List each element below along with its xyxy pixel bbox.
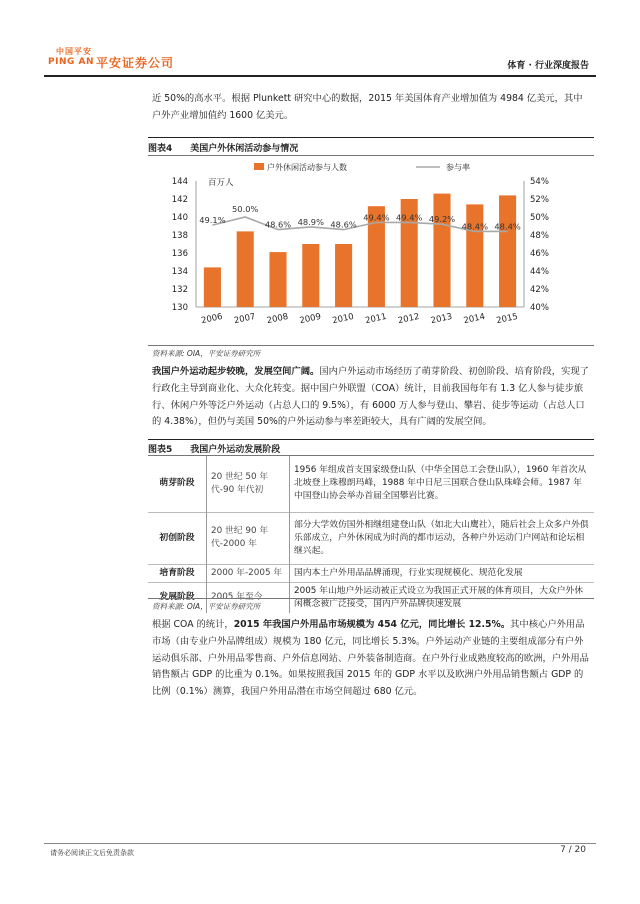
development-body: 国内户外运动市场经历了萌芽阶段、初创阶段、培育阶段，实现了行政化主导到商业化、大众化转变。据中国户外联盟（COA）统计，目前我国每年有 1.3 亿人参与徒步旅行、休闲户外等泛户外运动（占总人口的 9.5%），有 6000 万人参与登山、攀岩、徒步等运动（占总人口的 4.38%），但仍与美国 50%的户外运动参与率差距较大，具有广阔的发展空间。	[152, 366, 589, 428]
x-tick-label: 2014	[462, 311, 487, 327]
figure4-top-rule	[148, 137, 594, 138]
figure5-source: 资料来源: OIA，平安证券研究所	[152, 602, 261, 611]
rate-data-label: 49.4%	[396, 212, 423, 223]
development-paragraph	[152, 364, 590, 431]
development-lead: 我国户外运动起步较晚，发展空间广阔。	[152, 366, 320, 377]
period-cell: 20 世纪 50 年代-90 年代初	[207, 456, 290, 512]
x-tick-label: 2012	[397, 311, 421, 327]
x-tick-label: 2010	[331, 311, 355, 327]
figure5-title: 图表5 我国户外运动发展阶段	[148, 445, 281, 455]
period-cell: 2005 年至今	[207, 582, 290, 613]
x-tick-label: 2011	[364, 311, 388, 327]
figure4-source: 资料来源: OIA，平安证券研究所	[152, 349, 261, 358]
description-cell: 国内本土户外用品品牌涌现，行业实现规模化、规范化发展	[290, 564, 595, 582]
table-row	[148, 512, 594, 564]
rate-data-label: 48.4%	[461, 221, 488, 232]
description-cell: 2005 年山地户外运动被正式设立为我国正式开展的体育项目，大众户外休闲概念被广泛接受，国内户外品牌快速发展	[290, 582, 595, 613]
y-tick-label: 134	[171, 267, 188, 277]
table-row	[148, 564, 594, 582]
x-tick-label: 2013	[429, 311, 454, 327]
y2-tick-label: 42%	[530, 285, 549, 295]
market-body: 其中核心户外用品市场（由专业户外品牌组成）规模为 180 亿元，同比增长 5.3%。户外运动产业链的主要组成部分有户外运动俱乐部、户外用品零售商、户外信息网站、户外装备制造商。在户外行业成熟度较高的欧洲，户外用品销售额占 GDP 的比重为 0.1%。如果按照我国 2015 年的 GDP 水平以及欧洲户外用品销售额占 GDP 的比例（0.1%）测算，我国户外用品潜在市场空间超过 680 亿元。	[152, 619, 589, 698]
y-axis-label: 百万人	[208, 178, 234, 188]
y-tick-label: 142	[171, 195, 188, 205]
page-number: 7 / 20	[560, 845, 586, 855]
rate-data-label: 48.4%	[494, 221, 521, 232]
bar	[335, 244, 352, 307]
stage-cell: 萌芽阶段	[159, 478, 195, 489]
y2-tick-label: 52%	[530, 195, 549, 205]
x-tick-label: 2006	[200, 311, 224, 327]
rate-data-label: 50.0%	[232, 204, 259, 214]
y2-tick-label: 44%	[530, 267, 549, 277]
y-tick-label: 132	[171, 285, 188, 295]
rate-data-label: 49.2%	[428, 214, 456, 225]
market-paragraph	[152, 617, 590, 701]
y2-tick-label: 40%	[530, 303, 549, 313]
stage-cell: 发展阶段	[159, 592, 195, 602]
rate-data-label: 49.1%	[199, 215, 226, 226]
x-tick-label: 2007	[233, 311, 257, 327]
description-cell: 部分大学效仿国外相继组建登山队（如北大山鹰社），随后社会上众多户外俱乐部成立，户外休闲成为时尚的都市运动，各种户外运动门户网站和论坛相继兴起。	[290, 512, 595, 564]
header-divider	[44, 75, 596, 77]
period-cell: 2000 年-2005 年	[207, 564, 290, 582]
report-section-title: 体育 · 行业深度报告	[507, 61, 589, 71]
logo-english: PING AN	[48, 57, 94, 67]
y2-tick-label: 46%	[530, 249, 549, 259]
y-tick-label: 138	[171, 231, 188, 241]
bar	[466, 204, 483, 307]
figure5-bottom-rule	[148, 598, 594, 599]
legend-swatch-bar	[254, 163, 264, 170]
x-tick-label: 2009	[298, 311, 323, 327]
x-tick-label: 2015	[495, 311, 519, 327]
disclaimer-note: 请务必阅读正文后免责条款	[50, 849, 134, 857]
figure4-title-rule	[148, 155, 594, 156]
legend-label-bar: 户外休闲活动参与人数	[267, 163, 347, 172]
rate-data-label: 48.9%	[297, 216, 324, 227]
y2-tick-label: 54%	[530, 177, 549, 187]
figure4-title: 图表4 美国户外休闲活动参与情况	[148, 144, 299, 154]
logo-chinese: 中国平安	[56, 47, 92, 56]
y-tick-label: 130	[171, 303, 188, 313]
bar	[499, 195, 516, 307]
bar	[237, 231, 254, 307]
legend-label-line: 参与率	[446, 163, 470, 172]
y2-tick-label: 48%	[530, 231, 549, 241]
period-cell: 20 世纪 90 年代-2000 年	[207, 512, 290, 564]
y-tick-label: 140	[171, 213, 188, 223]
market-highlight: 2015 年我国户外用品市场规模为 454 亿元，同比增长 12.5%。	[233, 619, 511, 630]
participation-chart	[150, 157, 594, 343]
bar	[204, 267, 221, 307]
figure4-bottom-rule	[148, 345, 594, 346]
stage-cell: 培育阶段	[159, 567, 195, 578]
rate-data-label: 48.6%	[330, 219, 357, 230]
stage-table	[148, 456, 594, 613]
y2-tick-label: 50%	[530, 213, 549, 223]
rate-data-label: 48.6%	[264, 219, 292, 230]
figure5-top-rule	[148, 439, 594, 440]
rate-data-label: 49.4%	[363, 212, 390, 223]
description-cell: 1956 年组成首支国家级登山队（中华全国总工会登山队），1960 年首次从北坡登上珠穆朗玛峰，1988 年中日尼三国联合登山队珠峰会师。1987 年中国登山协会举办首届全国攀岩比赛。	[290, 456, 595, 512]
intro-paragraph: 近 50%的高水平。根据 Plunkett 研究中心的数据，2015 年美国体育产业增加值为 4984 亿美元，其中户外产业增加值约 1600 亿美元。	[152, 93, 583, 121]
stage-cell: 初创阶段	[159, 532, 195, 543]
x-tick-label: 2008	[265, 311, 290, 327]
y-tick-label: 144	[171, 177, 188, 187]
footer-divider	[44, 843, 596, 844]
bar	[302, 244, 319, 307]
bar	[433, 194, 450, 307]
bar	[269, 252, 286, 307]
table-row	[148, 456, 594, 512]
firm-name: 平安证券公司	[96, 56, 175, 70]
market-pre: 根据 COA 的统计，	[152, 619, 234, 630]
y-tick-label: 136	[171, 249, 188, 259]
